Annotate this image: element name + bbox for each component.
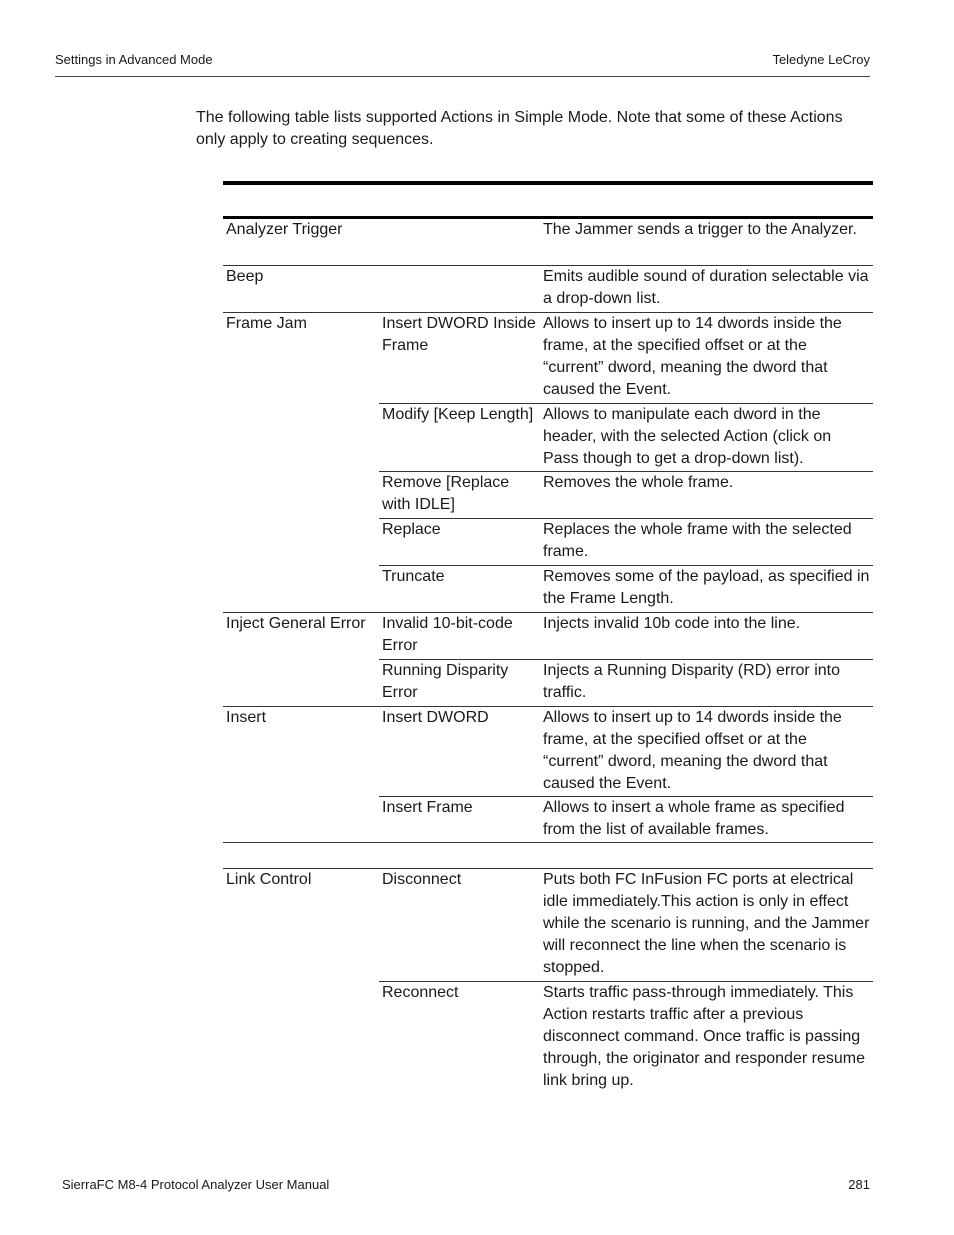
description-cell: The Jammer sends a trigger to the Analyzer. — [543, 221, 857, 238]
description-cell: Starts traffic pass-through immediately. This Action restarts traffic after a previous disconnect command. Once traffic is passing through, the originator and responder resume link bring up. — [543, 984, 865, 1089]
table-row — [223, 566, 873, 613]
sub-action-cell: Running Disparity Error — [382, 662, 509, 701]
description-cell: Removes the whole frame. — [543, 474, 734, 491]
description-cell: Removes some of the payload, as specified in the Frame Length. — [543, 568, 870, 607]
actions-table — [223, 219, 873, 1102]
sub-action-cell: Insert Frame — [382, 799, 473, 816]
table-row — [223, 660, 873, 707]
table-row — [223, 843, 873, 869]
description-cell: Emits audible sound of duration selectable via a drop-down list. — [543, 268, 869, 307]
action-cell: Analyzer Trigger — [226, 221, 343, 238]
table-row — [223, 266, 873, 313]
table-row — [223, 797, 873, 843]
sub-action-cell: Truncate — [382, 568, 445, 585]
page-number: 281 — [848, 1177, 870, 1192]
table-row — [223, 707, 873, 797]
sub-action-cell: Reconnect — [382, 984, 459, 1001]
description-cell: Allows to insert up to 14 dwords inside the frame, at the specified offset or at the “current” dword, meaning the dword that caused the Event. — [543, 709, 842, 792]
page-header — [55, 52, 870, 77]
sub-action-cell: Insert DWORD — [382, 709, 489, 726]
action-cell: Frame Jam — [226, 315, 307, 332]
action-cell: Link Control — [226, 871, 312, 888]
sub-action-cell: Insert DWORD Inside Frame — [382, 315, 536, 354]
sub-action-cell: Invalid 10-bit-code Error — [382, 615, 513, 654]
footer-manual-title: SierraFC M8-4 Protocol Analyzer User Manual — [62, 1177, 330, 1192]
description-cell: Puts both FC InFusion FC ports at electrical idle immediately.This action is only in effect while the scenario is running, and the Jammer will reconnect the line when the scenario is stopped. — [543, 871, 870, 976]
header-section-title: Settings in Advanced Mode — [55, 52, 213, 67]
description-cell: Injects a Running Disparity (RD) error into traffic. — [543, 662, 840, 701]
description-cell: Allows to insert up to 14 dwords inside the frame, at the specified offset or at the “current” dword, meaning the dword that caused the Event. — [543, 315, 842, 398]
table-row — [223, 519, 873, 566]
table-row — [223, 869, 873, 982]
table-top-rule — [223, 181, 873, 185]
sub-action-cell: Disconnect — [382, 871, 462, 888]
intro-paragraph: The following table lists supported Actions in Simple Mode. Note that some of these Actions only apply to creating sequences. — [196, 109, 843, 148]
table-row — [223, 472, 873, 519]
description-cell: Allows to manipulate each dword in the header, with the selected Action (click on Pass though to get a drop-down list). — [543, 406, 832, 467]
action-cell: Insert — [226, 709, 267, 726]
description-cell: Injects invalid 10b code into the line. — [543, 615, 801, 632]
table-row — [223, 982, 873, 1102]
table-row — [223, 613, 873, 660]
sub-action-cell: Replace — [382, 521, 441, 538]
action-cell: Beep — [226, 268, 264, 285]
table-row — [223, 219, 873, 266]
sub-action-cell: Remove [Replace with IDLE] — [382, 474, 510, 513]
description-cell: Replaces the whole frame with the selected frame. — [543, 521, 852, 560]
header-company: Teledyne LeCroy — [772, 52, 870, 67]
description-cell: Allows to insert a whole frame as specified from the list of available frames. — [543, 799, 845, 838]
action-cell: Inject General Error — [226, 615, 366, 632]
sub-action-cell: Modify [Keep Length] — [382, 406, 534, 423]
table-row — [223, 404, 873, 472]
table-row — [223, 313, 873, 404]
